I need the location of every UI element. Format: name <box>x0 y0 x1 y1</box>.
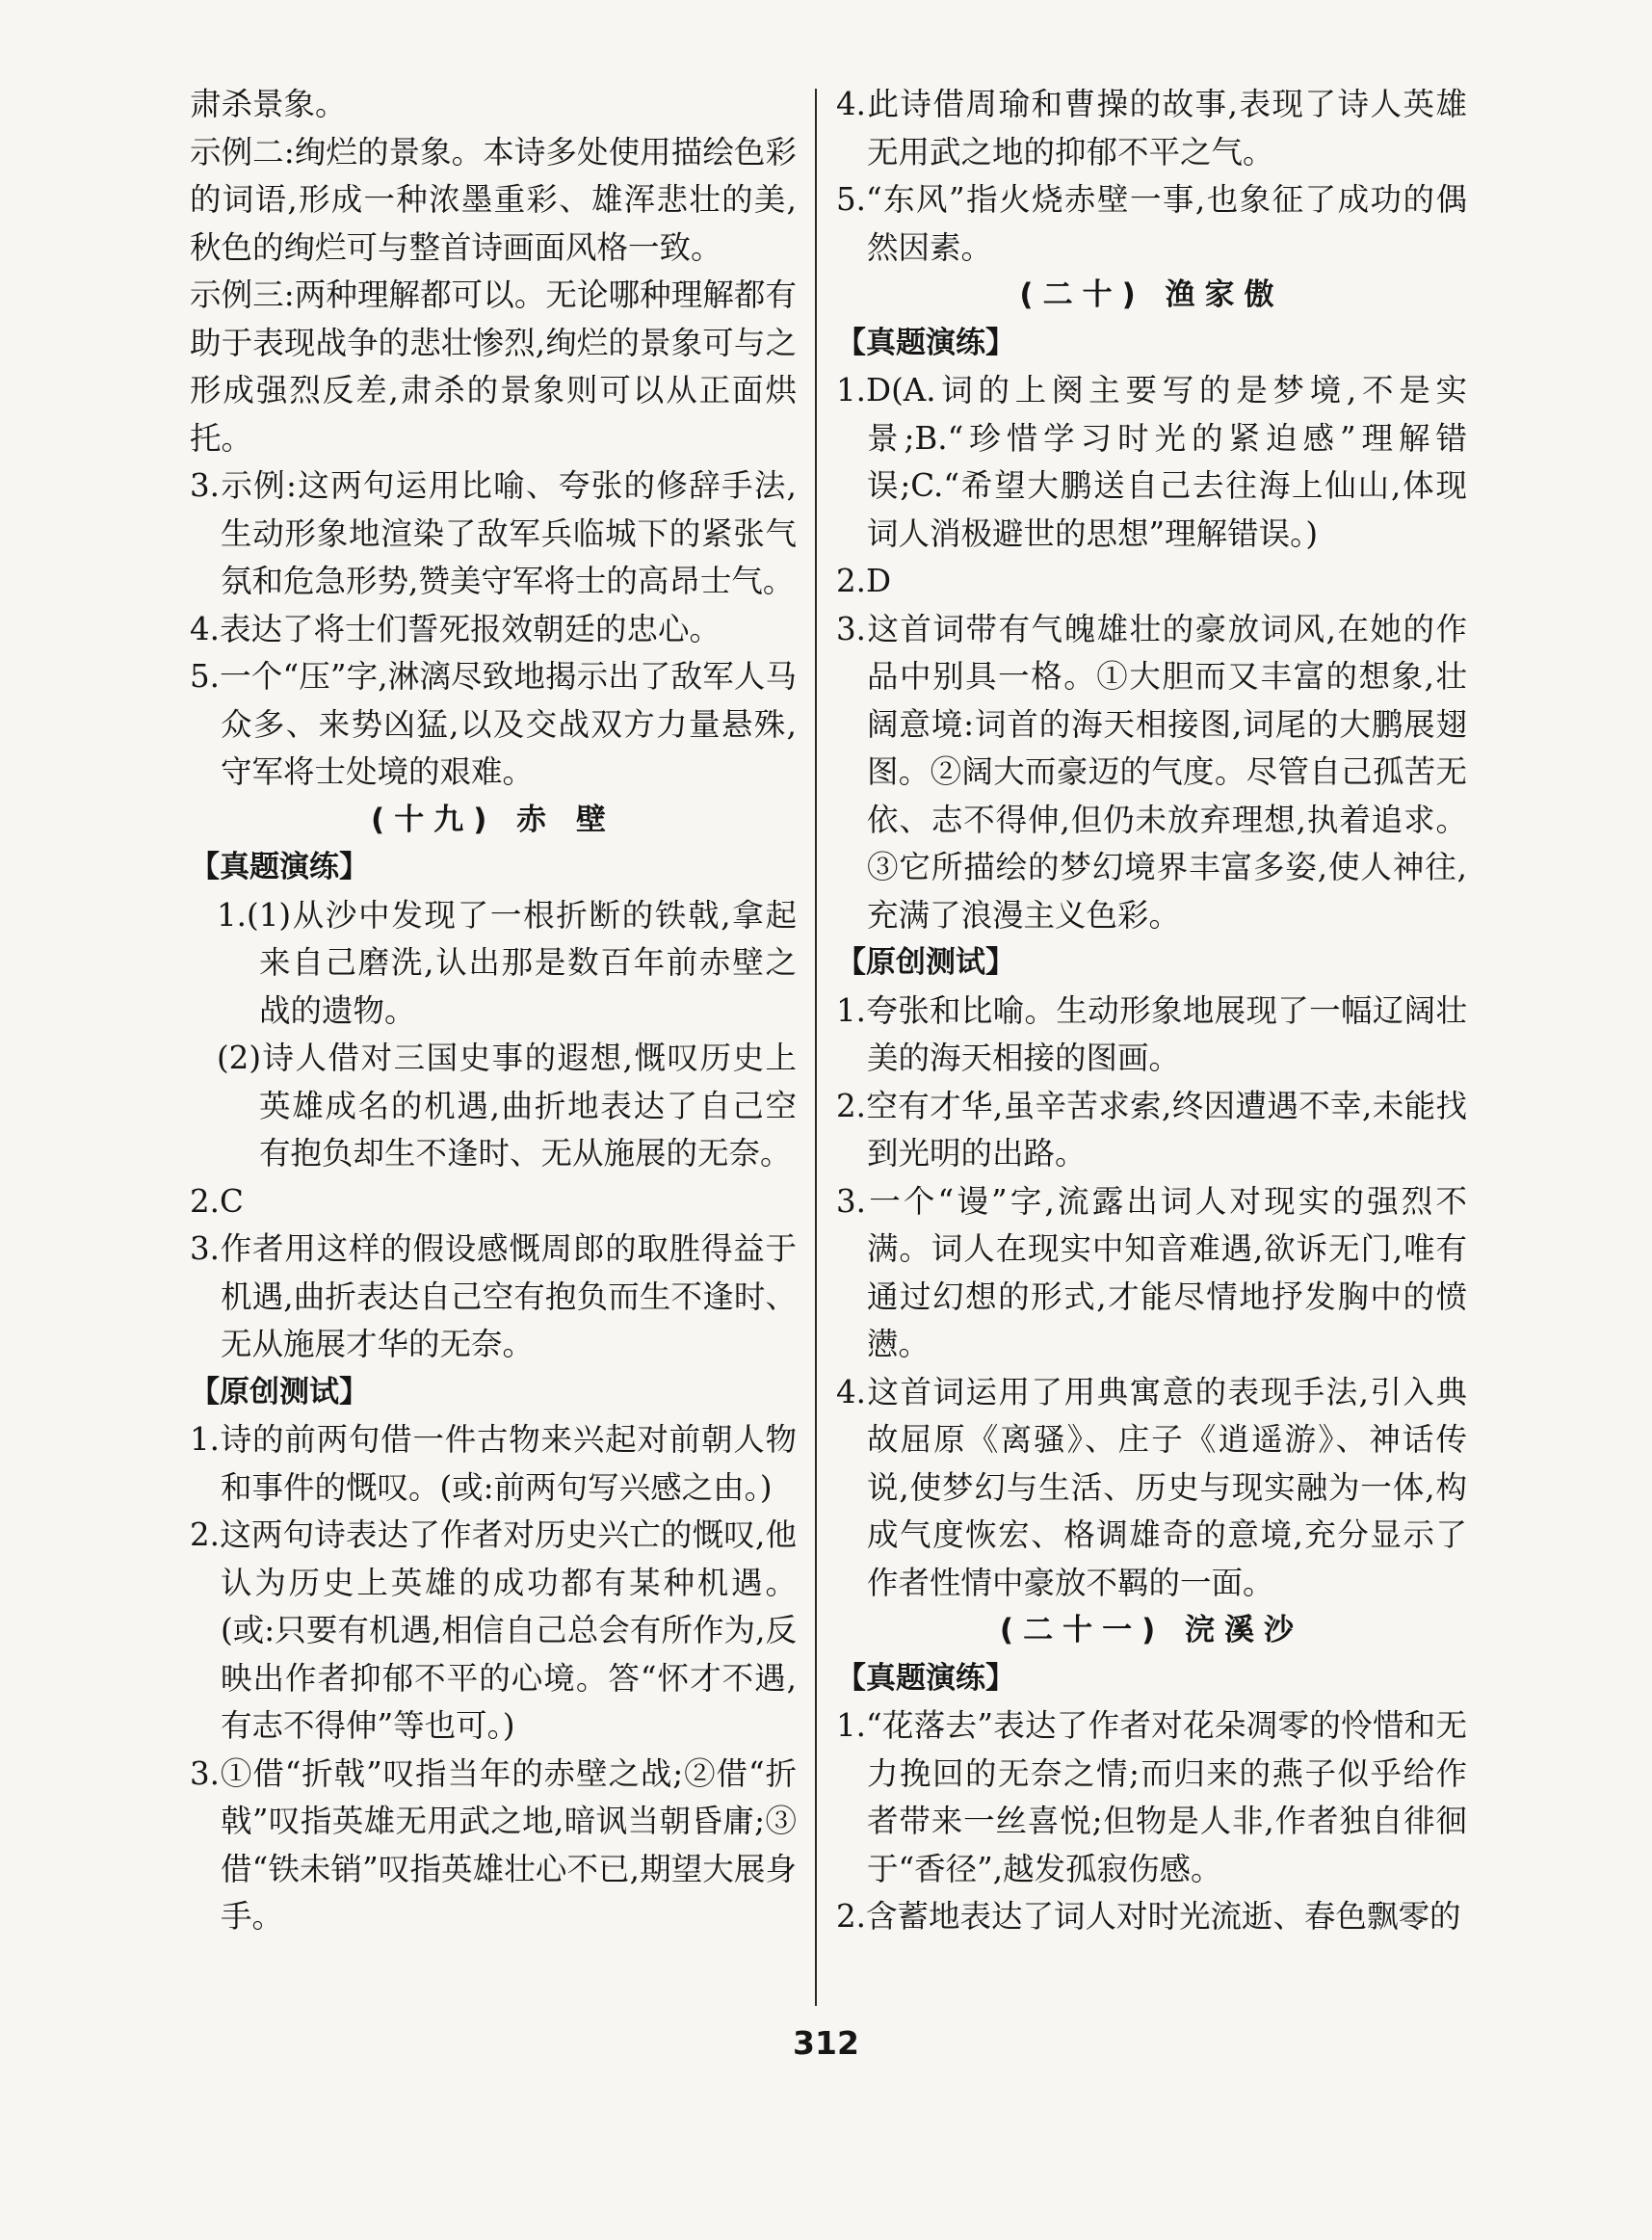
subsection-label: 【真题演练】 <box>836 325 1015 360</box>
section-title: (二十) 渔家傲 <box>1019 277 1284 312</box>
answer-item: 1.诗的前两句借一件古物来兴起对前朝人物和事件的慨叹。(或:前两句写兴感之由。) <box>190 1421 797 1506</box>
answer-item: 1.(1)从沙中发现了一根折断的铁戟,拿起来自己磨洗,认出那是数百年前赤壁之战的遗物。 <box>217 896 797 1029</box>
answer-item: 1.“花落去”表达了作者对花朵凋零的怜惜和无力挽回的无奈之情;而归来的燕子似乎给作者带来一丝喜悦;但物是人非,作者独自徘徊于“香径”,越发孤寂伤感。 <box>836 1707 1467 1887</box>
paragraph: 肃杀景象。 <box>190 86 347 122</box>
answer-item: 3.一个“谩”字,流露出词人对现实的强烈不满。词人在现实中知音难遇,欲诉无门,唯有通过幻想的形式,才能尽情地抒发胸中的愤懑。 <box>836 1182 1467 1362</box>
answer-item: 4.这首词运用了用典寓意的表现手法,引入典故屈原《离骚》、庄子《逍遥游》、神话传说,使梦幻与生活、历史与现实融为一体,构成气度恢宏、格调雄奇的意境,充分显示了作者性情中豪放不羁的一面。 <box>836 1373 1467 1601</box>
column-divider <box>815 89 817 2006</box>
right-column <box>836 81 1467 1941</box>
answer-item: 2.D <box>836 563 892 599</box>
answer-item: 3.①借“折戟”叹指当年的赤壁之战;②借“折戟”叹指英雄无用武之地,暗讽当朝昏庸;③借“铁未销”叹指英雄壮心不已,期望大展身手。 <box>190 1754 797 1935</box>
paragraph: 示例二:绚烂的景象。本诗多处使用描绘色彩的词语,形成一种浓墨重彩、雄浑悲壮的美,秋色的绚烂可与整首诗画面风格一致。 <box>190 133 797 266</box>
subsection-label: 【真题演练】 <box>836 1660 1015 1696</box>
answer-item: 4.表达了将士们誓死报效朝廷的忠心。 <box>190 610 721 647</box>
answer-item: 1.夸张和比喻。生动形象地展现了一幅辽阔壮美的海天相接的图画。 <box>836 991 1467 1076</box>
left-column <box>190 81 797 1941</box>
answer-item: 1.D(A.词的上阕主要写的是梦境,不是实景;B.“珍惜学习时光的紧迫感”理解错误;C.“希望大鹏送自己去往海上仙山,体现词人消极避世的思想”理解错误。) <box>836 372 1467 552</box>
answer-item: 2.空有才华,虽辛苦求索,终因遭遇不幸,未能找到光明的出路。 <box>836 1087 1467 1172</box>
answer-item: (2)诗人借对三国史事的遐想,慨叹历史上英雄成名的机遇,曲折地表达了自己空有抱负却生不逢时、无从施展的无奈。 <box>217 1040 797 1172</box>
answer-item: 2.C <box>190 1182 244 1220</box>
answer-item: 2.含蓄地表达了词人对时光流逝、春色飘零的 <box>836 1898 1461 1935</box>
answer-item: 3.示例:这两句运用比喻、夸张的修辞手法,生动形象地渲染了敌军兵临城下的紧张气氛和危急形势,赞美守军将士的高昂士气。 <box>190 467 797 599</box>
page-number: 312 <box>793 2024 859 2062</box>
section-title: (十九) 赤 壁 <box>371 802 616 837</box>
answer-item: 3.这首词带有气魄雄壮的豪放词风,在她的作品中别具一格。①大胆而又丰富的想象,壮阔意境:词首的海天相接图,词尾的大鹏展翅图。②阔大而豪迈的气度。尽管自己孤苦无依、志不得伸,但仍未放弃理想,执着追求。③它所描绘的梦幻境界丰富多姿,使人神往,充满了浪漫主义色彩。 <box>836 610 1467 934</box>
answer-item: 5.一个“压”字,淋漓尽致地揭示出了敌军人马众多、来势凶猛,以及交战双方力量悬殊,守军将士处境的艰难。 <box>190 658 797 790</box>
subsection-label: 【原创测试】 <box>836 945 1015 980</box>
answer-item: 4.此诗借周瑜和曹操的故事,表现了诗人英雄无用武之地的抑郁不平之气。 <box>836 86 1467 171</box>
answer-item: 2.这两句诗表达了作者对历史兴亡的慨叹,他认为历史上英雄的成功都有某种机遇。(或:只要有机遇,相信自己总会有所作为,反映出作者抑郁不平的心境。答“怀才不遇,有志不得伸”等也可。) <box>190 1516 797 1744</box>
subsection-label: 【原创测试】 <box>190 1374 369 1410</box>
subsection-label: 【真题演练】 <box>190 850 369 884</box>
section-title: (二十一) 浣溪沙 <box>999 1613 1304 1647</box>
answer-item: 5.“东风”指火烧赤壁一事,也象征了成功的偶然因素。 <box>836 181 1467 266</box>
paragraph: 示例三:两种理解都可以。无论哪种理解都有助于表现战争的悲壮惨烈,绚烂的景象可与之形成强烈反差,肃杀的景象则可以从正面烘托。 <box>190 277 797 457</box>
answer-item: 3.作者用这样的假设感慨周郎的取胜得益于机遇,曲折表达自己空有抱负而生不逢时、无从施展才华的无奈。 <box>190 1230 797 1362</box>
